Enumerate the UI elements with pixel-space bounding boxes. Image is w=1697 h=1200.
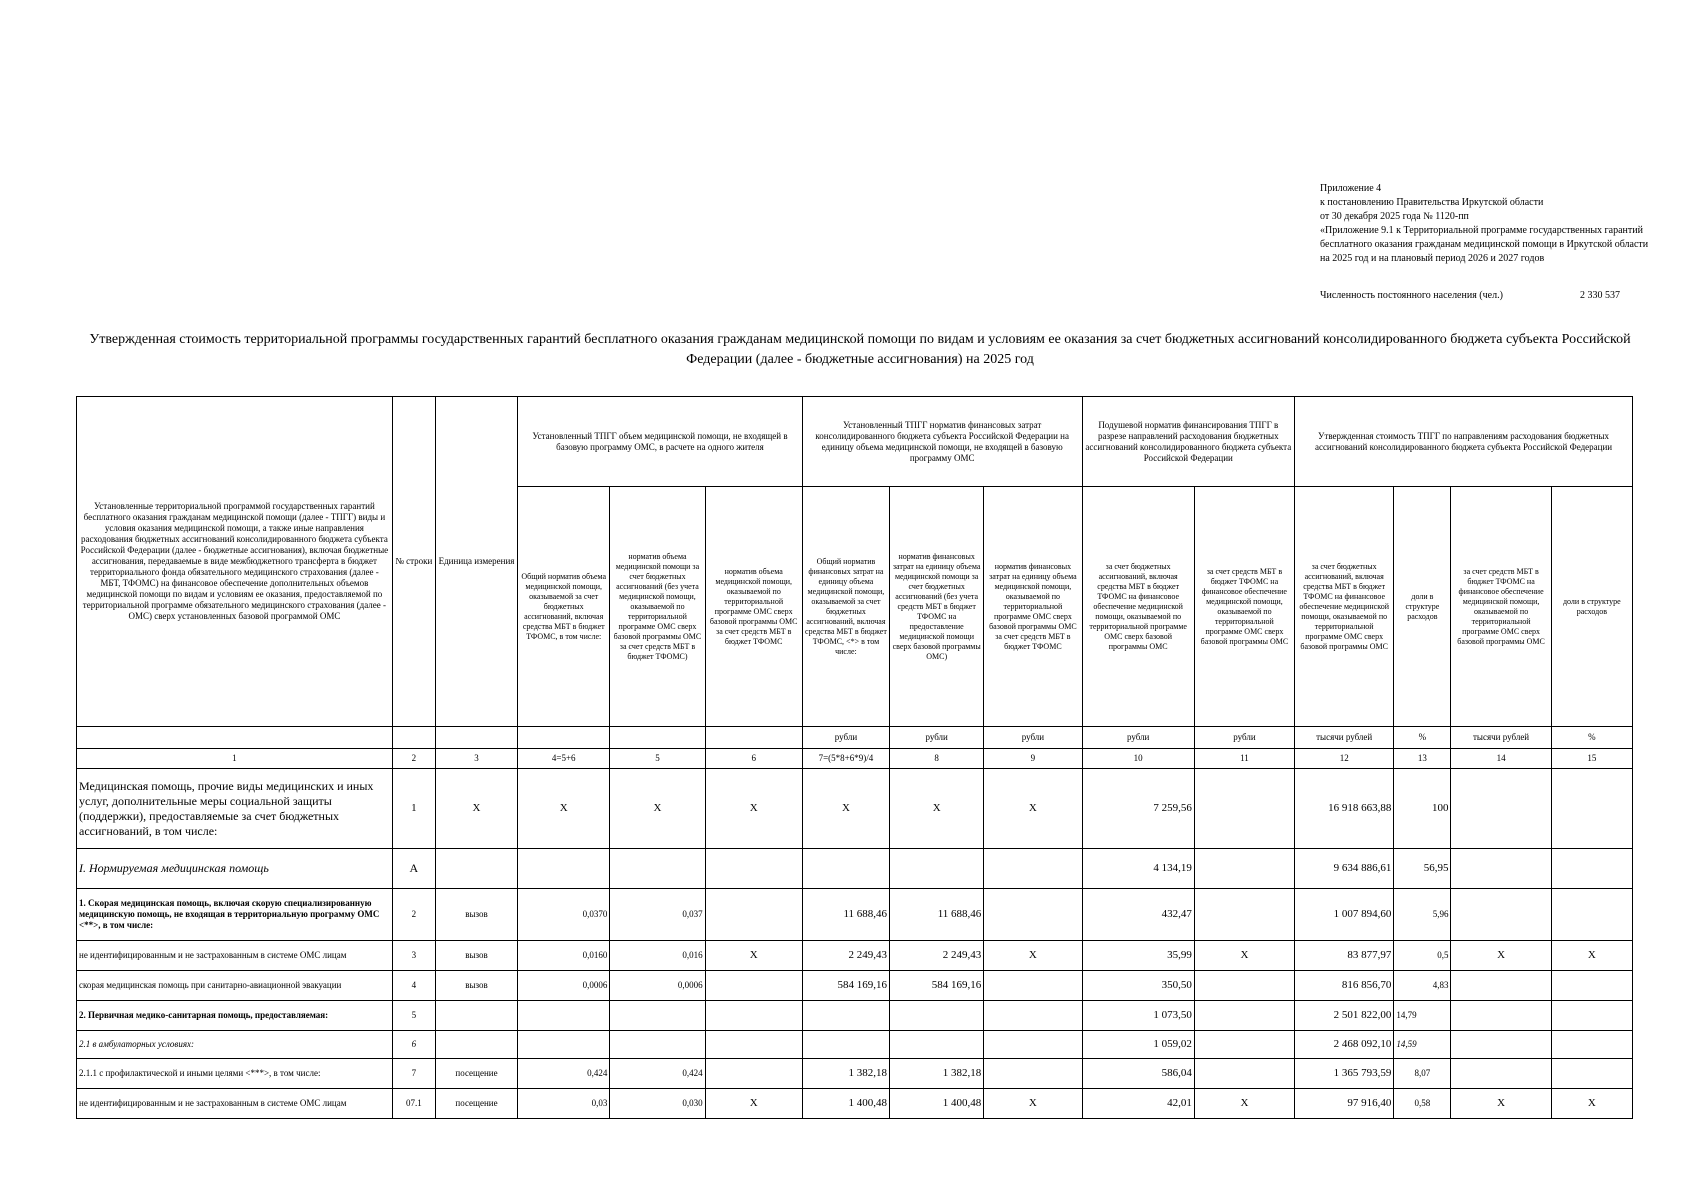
row-c14 xyxy=(1451,889,1551,941)
row-c10: 1 059,02 xyxy=(1082,1031,1194,1059)
row-c7 xyxy=(802,1001,889,1031)
row-c6 xyxy=(705,849,802,889)
row-c6 xyxy=(705,889,802,941)
row-c12: 16 918 663,88 xyxy=(1295,769,1394,849)
colnum-row xyxy=(77,749,1633,769)
row-unit: посещение xyxy=(435,1059,517,1089)
row-c13: 4,83 xyxy=(1394,971,1451,1001)
row-c10: 1 073,50 xyxy=(1082,1001,1194,1031)
row-c12: 9 634 886,61 xyxy=(1295,849,1394,889)
appendix-line: от 30 декабря 2025 года № 1120-пп xyxy=(1320,211,1469,222)
table-row xyxy=(77,1001,1633,1031)
row-name: 2.1 в амбулаторных условиях: xyxy=(77,1031,393,1059)
row-c15: X xyxy=(1551,1089,1632,1119)
row-c11 xyxy=(1194,1059,1294,1089)
header-col13: доли в структуре расходов xyxy=(1394,487,1451,727)
row-c6: X xyxy=(705,941,802,971)
table-row xyxy=(77,941,1633,971)
row-c10: 350,50 xyxy=(1082,971,1194,1001)
row-c7: 1 382,18 xyxy=(802,1059,889,1089)
colnum-cell: 14 xyxy=(1451,749,1551,769)
row-c7: 1 400,48 xyxy=(802,1089,889,1119)
row-c6 xyxy=(705,971,802,1001)
row-c14: X xyxy=(1451,941,1551,971)
header-col5: норматив объема медицинской помощи за счет бюджетных ассигнований (без учета медицинской помощи, оказываемой по территориальной программе ОМС сверх базовой программы ОМС за счет средств МБТ в бюджет ТФОМС) xyxy=(610,487,705,727)
row-c15 xyxy=(1551,769,1632,849)
header-col7: Общий норматив финансовых затрат на единицу объема медицинской помощи, оказываемой за счет бюджетных ассигнований, включая средства МБТ в бюджет ТФОМС, <*> в том числе: xyxy=(802,487,889,727)
row-c9: X xyxy=(984,1089,1082,1119)
unit-cell: рубли xyxy=(984,727,1082,749)
row-c8: X xyxy=(890,769,984,849)
header-col2: № строки xyxy=(392,397,435,727)
row-c5: 0,0006 xyxy=(610,971,705,1001)
row-num: 7 xyxy=(392,1059,435,1089)
row-c4: 0,03 xyxy=(518,1089,610,1119)
row-c9 xyxy=(984,849,1082,889)
row-c13: 14,79 xyxy=(1394,1001,1451,1031)
row-num: А xyxy=(392,849,435,889)
colnum-cell: 11 xyxy=(1194,749,1294,769)
colnum-cell: 4=5+6 xyxy=(518,749,610,769)
appendix-line: «Приложение 9.1 к Территориальной программе государственных гарантий бесплатного оказания гражданам медицинской помощи в Иркутской области на 2025 год и на плановый период 2026 и 2027 годов xyxy=(1320,225,1649,264)
row-num: 07.1 xyxy=(392,1089,435,1119)
row-c5 xyxy=(610,1031,705,1059)
row-c6: X xyxy=(705,1089,802,1119)
row-c11 xyxy=(1194,1001,1294,1031)
row-c10: 7 259,56 xyxy=(1082,769,1194,849)
row-num: 4 xyxy=(392,971,435,1001)
row-unit xyxy=(435,1001,517,1031)
row-c14: X xyxy=(1451,1089,1551,1119)
row-c10: 4 134,19 xyxy=(1082,849,1194,889)
document-title: Утвержденная стоимость территориальной программы государственных гарантий бесплатного оказания гражданам медицинской помощи по видам и условиям ее оказания за счет бюджетных ассигнований консолидированного бюджета субъекта Российской Федерации (далее - бюджетные ассигнования) на 2025 год xyxy=(89,332,1631,367)
header-col9: норматив финансовых затрат на единицу объема медицинской помощи, оказываемой по территориальной программе ОМС сверх базовой программы ОМС за счет средств МБТ в бюджет ТФОМС xyxy=(984,487,1082,727)
row-c11 xyxy=(1194,849,1294,889)
row-c9 xyxy=(984,1001,1082,1031)
header-col8: норматив финансовых затрат на единицу объема медицинской помощи за счет бюджетных ассигнований (без учета средств МБТ в бюджет ТФОМС на предоставление медицинской помощи сверх базовой программы ОМС) xyxy=(890,487,984,727)
row-c7: X xyxy=(802,769,889,849)
row-num: 2 xyxy=(392,889,435,941)
header-col6: норматив объема медицинской помощи, оказываемой по территориальной программе ОМС сверх базовой программы ОМС за счет средств МБТ в бюджет ТФОМС xyxy=(705,487,802,727)
colnum-cell: 10 xyxy=(1082,749,1194,769)
row-c13: 8,07 xyxy=(1394,1059,1451,1089)
row-num: 6 xyxy=(392,1031,435,1059)
row-c10: 42,01 xyxy=(1082,1089,1194,1119)
row-num: 3 xyxy=(392,941,435,971)
row-c13: 5,96 xyxy=(1394,889,1451,941)
row-c7 xyxy=(802,1031,889,1059)
row-c15 xyxy=(1551,849,1632,889)
colnum-cell: 13 xyxy=(1394,749,1451,769)
row-c8: 2 249,43 xyxy=(890,941,984,971)
colnum-cell: 7=(5*8+6*9)/4 xyxy=(802,749,889,769)
row-name: 1. Скорая медицинская помощь, включая скорую специализированную медицинскую помощь, не входящая в территориальную программу ОМС <**>, в том числе: xyxy=(77,889,393,941)
row-c12: 1 007 894,60 xyxy=(1295,889,1394,941)
table-row xyxy=(77,971,1633,1001)
row-unit xyxy=(435,1031,517,1059)
row-c8: 11 688,46 xyxy=(890,889,984,941)
row-c6: X xyxy=(705,769,802,849)
row-c10: 35,99 xyxy=(1082,941,1194,971)
colnum-cell: 6 xyxy=(705,749,802,769)
unit-cell: рубли xyxy=(1082,727,1194,749)
row-c4 xyxy=(518,1031,610,1059)
unit-cell: тысячи рублей xyxy=(1295,727,1394,749)
colnum-cell: 3 xyxy=(435,749,517,769)
cost-table xyxy=(76,396,1633,1119)
row-c5: X xyxy=(610,769,705,849)
row-c9 xyxy=(984,889,1082,941)
row-c8: 1 400,48 xyxy=(890,1089,984,1119)
header-row-groups xyxy=(77,397,1633,487)
row-c9: X xyxy=(984,941,1082,971)
row-c14 xyxy=(1451,1031,1551,1059)
unit-cell: рубли xyxy=(802,727,889,749)
row-c14 xyxy=(1451,769,1551,849)
row-c14 xyxy=(1451,849,1551,889)
row-unit: X xyxy=(435,769,517,849)
row-c6 xyxy=(705,1031,802,1059)
header-col10: за счет бюджетных ассигнований, включая средства МБТ в бюджет ТФОМС на финансовое обеспечение медицинской помощи, оказываемой по территориальной программе ОМС сверх базовой программы ОМС xyxy=(1082,487,1194,727)
row-c10: 586,04 xyxy=(1082,1059,1194,1089)
table-row xyxy=(77,1089,1633,1119)
row-c7: 584 169,16 xyxy=(802,971,889,1001)
unit-cell: % xyxy=(1551,727,1632,749)
row-c5 xyxy=(610,1001,705,1031)
row-c12: 2 501 822,00 xyxy=(1295,1001,1394,1031)
row-c4: X xyxy=(518,769,610,849)
row-c4: 0,0160 xyxy=(518,941,610,971)
header-group-volume: Установленный ТПГГ объем медицинской помощи, не входящей в базовую программу ОМС, в расчете на одного жителя xyxy=(518,397,803,487)
header-col4: Общий норматив объема медицинской помощи, оказываемой за счет бюджетных ассигнований, включая средства МБТ в бюджет ТФОМС, в том числе: xyxy=(518,487,610,727)
header-col1: Установленные территориальной программой государственных гарантий бесплатного оказания гражданам медицинской помощи (далее - ТПГГ) виды и условия оказания медицинской помощи, а также иные направления расходования бюджетных ассигнований консолидированного бюджета субъекта Российской Федерации (далее - бюджетные ассигнования), включая бюджетные ассигнования, передаваемые в виде межбюджетного трансферта в бюджет территориального фонда обязательного медицинского страхования (далее - МБТ, ТФОМС) на финансовое обеспечение дополнительных объемов медицинской помощи по видам и условиям ее оказания, предоставляемой по территориальной программе обязательного медицинского страхования (далее - ОМС) сверх установленных базовой программой ОМС xyxy=(77,397,393,727)
row-c15 xyxy=(1551,1031,1632,1059)
population-label: Численность постоянного населения (чел.) xyxy=(1320,290,1503,301)
row-c12: 2 468 092,10 xyxy=(1295,1031,1394,1059)
row-num: 5 xyxy=(392,1001,435,1031)
row-c5: 0,037 xyxy=(610,889,705,941)
header-col3: Единица измерения xyxy=(435,397,517,727)
row-c13: 56,95 xyxy=(1394,849,1451,889)
row-c14 xyxy=(1451,1059,1551,1089)
row-c15 xyxy=(1551,1059,1632,1089)
row-c13: 0,58 xyxy=(1394,1089,1451,1119)
table-row xyxy=(77,1031,1633,1059)
row-c7: 11 688,46 xyxy=(802,889,889,941)
row-c15 xyxy=(1551,971,1632,1001)
row-c4: 0,424 xyxy=(518,1059,610,1089)
row-c6 xyxy=(705,1059,802,1089)
row-c14 xyxy=(1451,1001,1551,1031)
colnum-cell: 15 xyxy=(1551,749,1632,769)
row-c13: 14,59 xyxy=(1394,1031,1451,1059)
row-unit xyxy=(435,849,517,889)
appendix-block xyxy=(1320,182,1650,266)
units-row xyxy=(77,727,1633,749)
row-c13: 0,5 xyxy=(1394,941,1451,971)
header-col11: за счет средств МБТ в бюджет ТФОМС на финансовое обеспечение медицинской помощи, оказываемой по территориальной программе ОМС сверх базовой программы ОМС xyxy=(1194,487,1294,727)
header-col12: за счет бюджетных ассигнований, включая средства МБТ в бюджет ТФОМС на финансовое обеспечение медицинской помощи, оказываемой по территориальной программе ОМС сверх базовой программы ОМС xyxy=(1295,487,1394,727)
header-group-approved-cost: Утвержденная стоимость ТПГГ по направлениям расходования бюджетных ассигнований консолидированного бюджета субъекта Российской Федерации xyxy=(1295,397,1633,487)
row-c8 xyxy=(890,849,984,889)
row-c5 xyxy=(610,849,705,889)
row-c14 xyxy=(1451,971,1551,1001)
row-c6 xyxy=(705,1001,802,1031)
row-name: Медицинская помощь, прочие виды медицинских и иных услуг, дополнительные меры социальной защиты (поддержки), предоставляемые за счет бюджетных ассигнований, в том числе: xyxy=(77,769,393,849)
table-row xyxy=(77,769,1633,849)
row-c11 xyxy=(1194,971,1294,1001)
appendix-line: Приложение 4 xyxy=(1320,183,1382,194)
row-name: I. Нормируемая медицинская помощь xyxy=(77,849,393,889)
row-c9: X xyxy=(984,769,1082,849)
row-c11 xyxy=(1194,1031,1294,1059)
table-row xyxy=(77,1059,1633,1089)
row-num: 1 xyxy=(392,769,435,849)
appendix-line: к постановлению Правительства Иркутской области xyxy=(1320,197,1544,208)
row-name: не идентифицированным и не застрахованным в системе ОМС лицам xyxy=(77,1089,393,1119)
unit-cell: тысячи рублей xyxy=(1451,727,1551,749)
row-c12: 83 877,97 xyxy=(1295,941,1394,971)
unit-cell: рубли xyxy=(1194,727,1294,749)
row-c4: 0,0370 xyxy=(518,889,610,941)
unit-cell: рубли xyxy=(890,727,984,749)
header-col14: за счет средств МБТ в бюджет ТФОМС на финансовое обеспечение медицинской помощи, оказываемой по территориальной программе ОМС сверх базовой программы ОМС xyxy=(1451,487,1551,727)
row-c9 xyxy=(984,1059,1082,1089)
row-c4 xyxy=(518,849,610,889)
row-c8: 1 382,18 xyxy=(890,1059,984,1089)
colnum-cell: 9 xyxy=(984,749,1082,769)
row-c8 xyxy=(890,1001,984,1031)
colnum-cell: 5 xyxy=(610,749,705,769)
row-c7: 2 249,43 xyxy=(802,941,889,971)
row-c7 xyxy=(802,849,889,889)
row-c5: 0,424 xyxy=(610,1059,705,1089)
row-c9 xyxy=(984,971,1082,1001)
header-group-cost-norm: Установленный ТПГГ норматив финансовых затрат консолидированного бюджета субъекта Российской Федерации на единицу объема медицинской помощи, не входящей в базовую программу ОМС xyxy=(802,397,1082,487)
unit-cell: % xyxy=(1394,727,1451,749)
row-c12: 816 856,70 xyxy=(1295,971,1394,1001)
colnum-cell: 12 xyxy=(1295,749,1394,769)
row-c4: 0,0006 xyxy=(518,971,610,1001)
row-c10: 432,47 xyxy=(1082,889,1194,941)
row-c12: 97 916,40 xyxy=(1295,1089,1394,1119)
row-c11: X xyxy=(1194,1089,1294,1119)
table-row xyxy=(77,849,1633,889)
population-value: 2 330 537 xyxy=(1580,290,1620,301)
row-c15: X xyxy=(1551,941,1632,971)
row-c12: 1 365 793,59 xyxy=(1295,1059,1394,1089)
row-c15 xyxy=(1551,889,1632,941)
row-c8 xyxy=(890,1031,984,1059)
row-c11 xyxy=(1194,889,1294,941)
row-c5: 0,016 xyxy=(610,941,705,971)
row-c4 xyxy=(518,1001,610,1031)
header-group-per-capita: Подушевой норматив финансирования ТПГГ в разрезе направлений расходования бюджетных ассигнований консолидированного бюджета субъекта Российской Федерации xyxy=(1082,397,1295,487)
colnum-cell: 8 xyxy=(890,749,984,769)
colnum-cell: 2 xyxy=(392,749,435,769)
row-unit: вызов xyxy=(435,971,517,1001)
row-unit: вызов xyxy=(435,889,517,941)
row-c11: X xyxy=(1194,941,1294,971)
row-name: не идентифицированным и не застрахованным в системе ОМС лицам xyxy=(77,941,393,971)
row-name: 2.1.1 с профилактической и иными целями <***>, в том числе: xyxy=(77,1059,393,1089)
row-c11 xyxy=(1194,769,1294,849)
row-c5: 0,030 xyxy=(610,1089,705,1119)
colnum-cell: 1 xyxy=(77,749,393,769)
row-c8: 584 169,16 xyxy=(890,971,984,1001)
header-col15: доли в структуре расходов xyxy=(1551,487,1632,727)
table-row xyxy=(77,889,1633,941)
row-c15 xyxy=(1551,1001,1632,1031)
row-unit: вызов xyxy=(435,941,517,971)
row-name: 2. Первичная медико-санитарная помощь, предоставляемая: xyxy=(77,1001,393,1031)
row-name: скорая медицинская помощь при санитарно-авиационной эвакуации xyxy=(77,971,393,1001)
row-c13: 100 xyxy=(1394,769,1451,849)
row-unit: посещение xyxy=(435,1089,517,1119)
population-line xyxy=(1320,290,1620,301)
row-c9 xyxy=(984,1031,1082,1059)
